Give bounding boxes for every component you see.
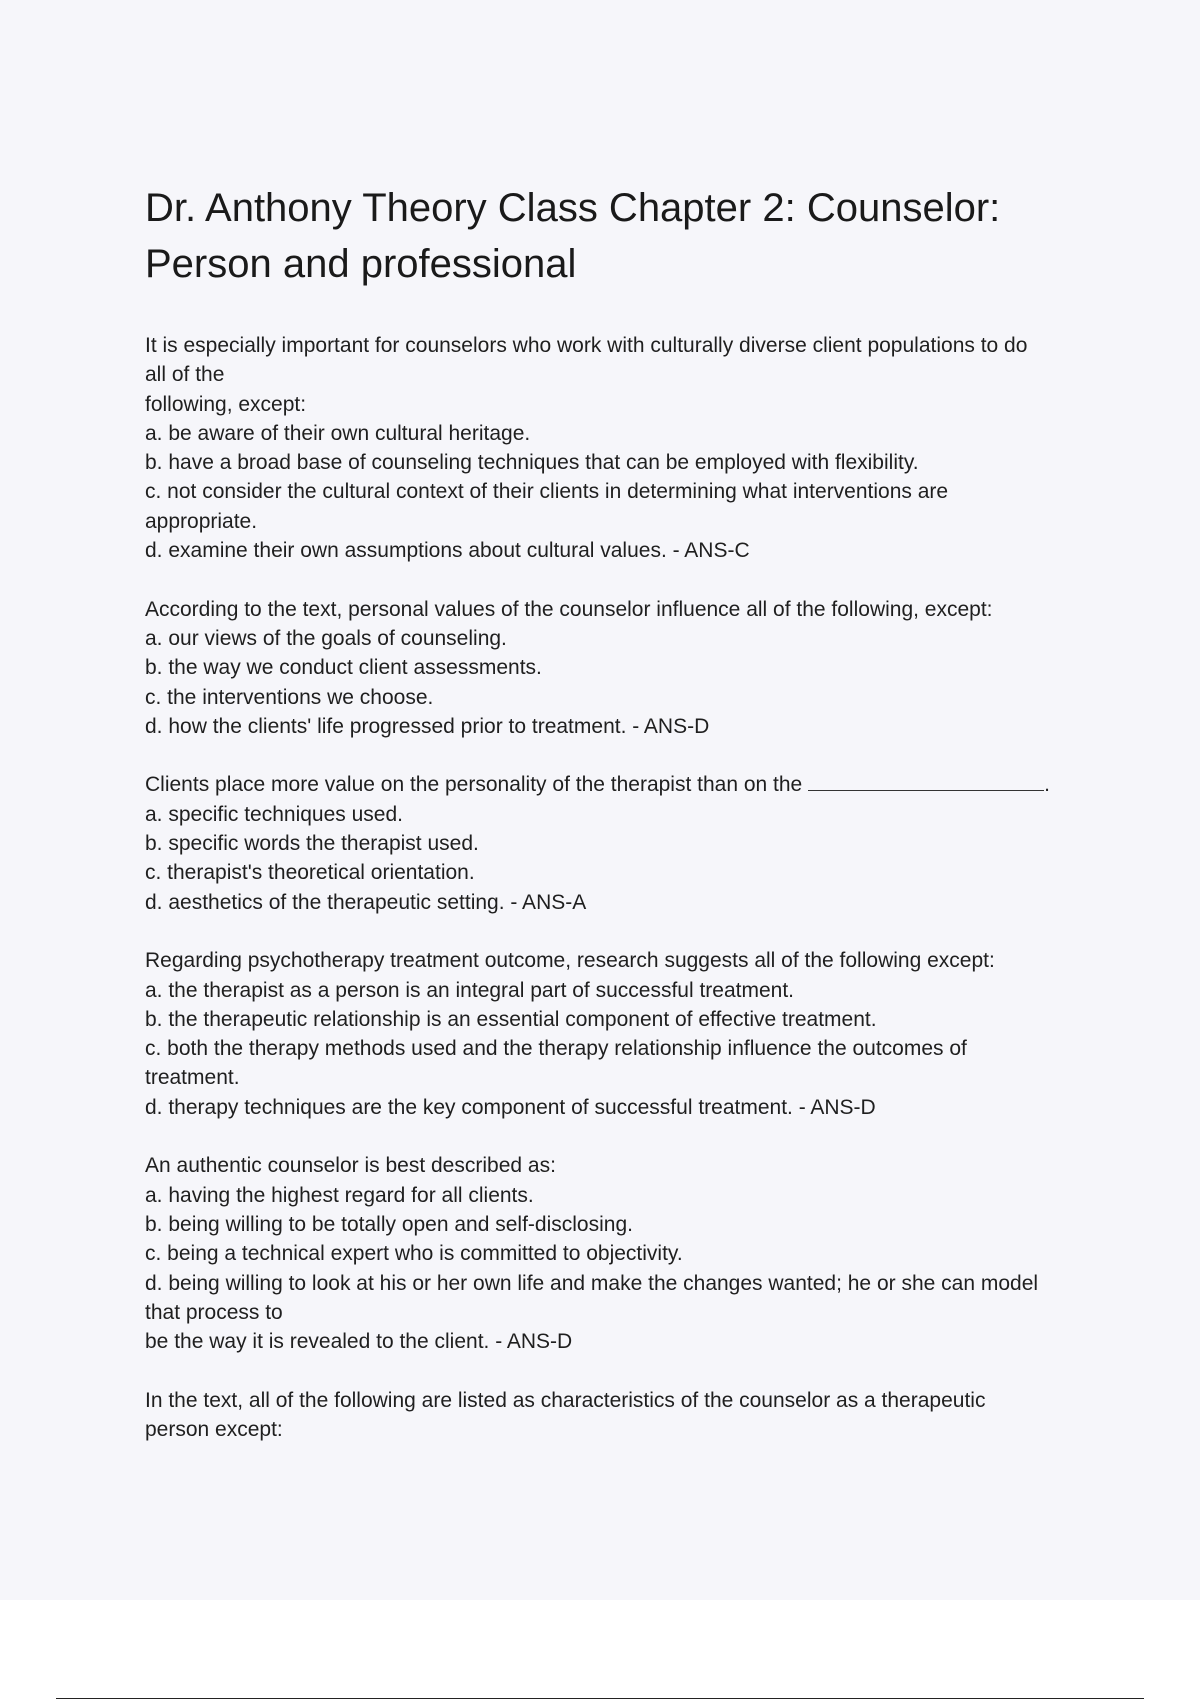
question-line <box>145 770 1095 799</box>
question-line: person except: <box>145 1417 283 1441</box>
page-divider <box>56 1698 1144 1699</box>
answer-option: that process to <box>145 1300 283 1324</box>
answer-option: a. having the highest regard for all clients. <box>145 1183 534 1207</box>
answer-option: a. be aware of their own cultural heritage. <box>145 421 531 445</box>
question-block <box>145 595 1095 741</box>
answer-option: treatment. <box>145 1066 240 1090</box>
answer-option: be the way it is revealed to the client. - ANS-D <box>145 1330 573 1354</box>
answer-option: d. therapy techniques are the key component of successful treatment. - ANS-D <box>145 1095 876 1119</box>
answer-option: c. the interventions we choose. <box>145 685 434 709</box>
stem-period: . <box>1044 773 1050 797</box>
answer-option: b. the therapeutic relationship is an essential component of effective treatment. <box>145 1007 877 1031</box>
question-block <box>145 331 1095 565</box>
answer-option: b. being willing to be totally open and self-disclosing. <box>145 1212 633 1236</box>
question-line: all of the <box>145 363 225 387</box>
question-block <box>145 770 1095 916</box>
answer-option: d. being willing to look at his or her own life and make the changes wanted; he or she can model <box>145 1271 1039 1295</box>
title-line: Dr. Anthony Theory Class Chapter 2: Counselor: <box>145 186 1001 230</box>
question-line: following, except: <box>145 392 307 416</box>
question-line: It is especially important for counselors who work with culturally diverse client populations to do <box>145 334 1028 357</box>
question-line: In the text, all of the following are listed as characteristics of the counselor as a therapeutic <box>145 1388 986 1412</box>
answer-option: appropriate. <box>145 509 258 533</box>
answer-option: c. not consider the cultural context of their clients in determining what interventions are <box>145 480 949 504</box>
question-block <box>145 1386 1095 1445</box>
answer-option: a. specific techniques used. <box>145 802 403 826</box>
answer-option: d. examine their own assumptions about cultural values. - ANS-C <box>145 539 750 563</box>
answer-option: a. our views of the goals of counseling. <box>145 626 507 650</box>
question-list <box>145 331 1095 1474</box>
answer-option: b. have a broad base of counseling techniques that can be employed with flexibility. <box>145 451 919 475</box>
question-line: An authentic counselor is best described as: <box>145 1154 556 1178</box>
question-line: According to the text, personal values of the counselor influence all of the following, except: <box>145 597 993 621</box>
answer-option: b. specific words the therapist used. <box>145 832 479 856</box>
title-line: Person and professional <box>145 242 577 286</box>
answer-option: a. the therapist as a person is an integral part of successful treatment. <box>145 978 795 1002</box>
answer-option: c. both the therapy methods used and the therapy relationship influence the outcomes of <box>145 1037 967 1061</box>
question-line: Regarding psychotherapy treatment outcome, research suggests all of the following except: <box>145 949 995 973</box>
answer-option: b. the way we conduct client assessments. <box>145 656 542 680</box>
answer-option: d. aesthetics of the therapeutic setting. - ANS-A <box>145 890 587 914</box>
document-title <box>145 180 1105 292</box>
question-block <box>145 946 1095 1122</box>
fill-in-blank <box>808 772 1044 791</box>
answer-option: c. being a technical expert who is committed to objectivity. <box>145 1242 683 1266</box>
question-block <box>145 1151 1095 1356</box>
answer-option: d. how the clients' life progressed prior to treatment. - ANS-D <box>145 714 710 738</box>
question-stem: Clients place more value on the personality of the therapist than on the <box>145 773 803 797</box>
answer-option: c. therapist's theoretical orientation. <box>145 861 475 885</box>
